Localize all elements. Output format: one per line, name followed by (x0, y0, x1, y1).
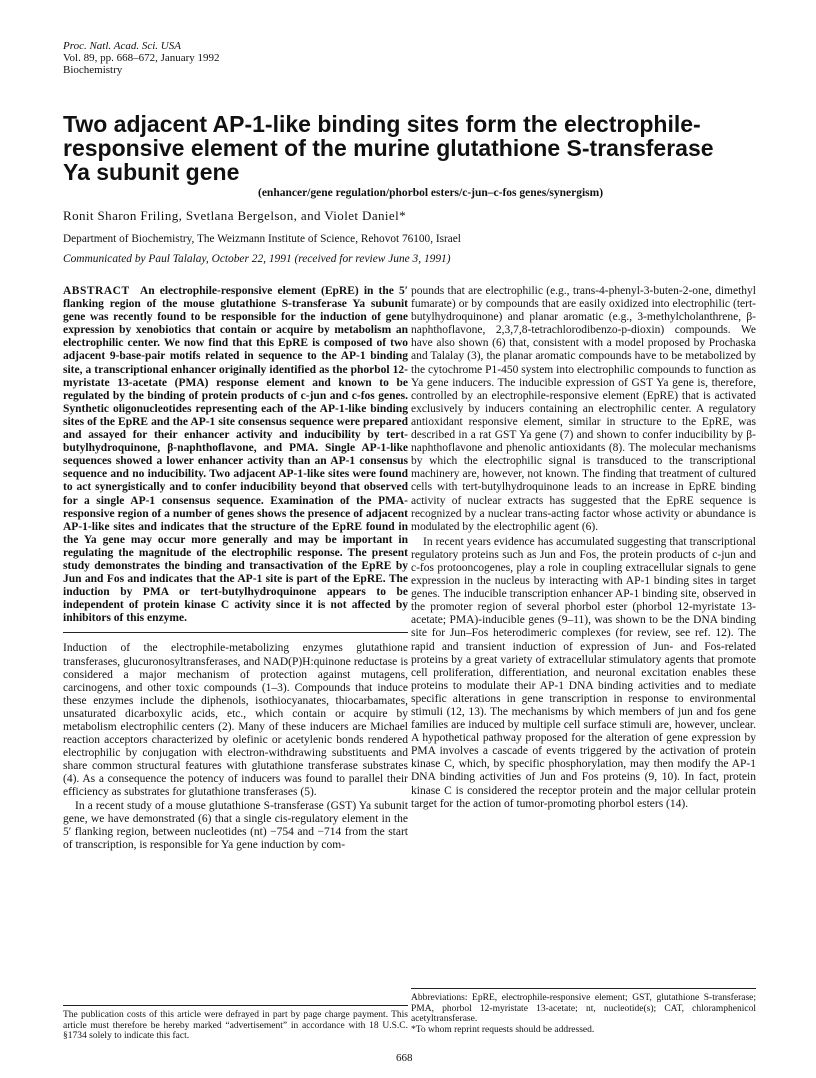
correspondence-note: *To whom reprint requests should be addressed. (411, 1024, 595, 1035)
paper-title: Two adjacent AP-1-like binding sites form the electrophile-responsive element of the murine glutathione S-transferase Ya subunit gene (63, 111, 714, 185)
communicated-by: Communicated by Paul Talalay, October 22, 1991 (received for review June 3, 1991) (63, 253, 451, 265)
journal-name: Proc. Natl. Acad. Sci. USA (63, 40, 181, 52)
page-number: 668 (396, 1052, 413, 1064)
journal-volume: Vol. 89, pp. 668–672, January 1992 (63, 52, 220, 64)
footnote-divider-right (411, 988, 756, 989)
journal-section: Biochemistry (63, 64, 123, 76)
affiliation: Department of Biochemistry, The Weizmann Institute of Science, Rehovot 76100, Israel (63, 233, 461, 245)
footnote-abbreviations (411, 993, 756, 1035)
body-paragraph: In recent years evidence has accumulated suggesting that transcriptional regulatory proteins such as Jun and Fos, the protein products of c-jun and c-fos protooncogenes, play a role in coupling extracellular signals to gene expression in the nucleus by interacting with AP-1 binding sites in target genes. The inducible transcription enhancer AP-1 binding site, observed in the promoter region of several phorbol ester (phorbol 12-myristate 13-acetate; PMA)-inducible genes (9–11), was shown to be the DNA binding site for Jun–Fos heterodimeric complexes (for review, see ref. 12). The rapid and transient induction of expression of Jun- and Fos-related proteins by a great variety of extracellular stimulatory agents that promote cell proliferation, differentiation, and neuronal excitation enables these proteins to modulate their AP-1 DNA binding activities and to mediate specific alterations in gene transcription in response to environmental stimuli (12, 13). The mechanisms by which members of jun and fos gene families are induced by multiple cell surface stimuli are, however, unclear. A hypothetical pathway proposed for the alteration of gene expression by PMA involves a cascade of events triggered by the activation of protein kinase C, which, by specific phosphorylation, may then modify the AP-1 DNA binding activities of Jun and Fos proteins (9, 10). In fact, protein kinase C is considered the receptor protein and the major cellular protein target for the action of tumor-promoting phorbol esters (14). (411, 535, 756, 810)
abstract (63, 285, 408, 625)
footnote-publication-costs: The publication costs of this article were defrayed in part by page charge payment. This article must therefore be hereby marked “advertisement” in accordance with 18 U.S.C. §1734 solely to indicate this fact. (63, 1010, 408, 1041)
abstract-text: An electrophile-responsive element (EpRE) in the 5′ flanking region of the mouse glutathione S-transferase Ya subunit gene was recently found to be responsible for the induction of gene expression by xenobiotics that contain or acquire by metabolism an electrophilic center. We now find that this EpRE is composed of two adjacent 9-base-pair motifs related in sequence to the AP-1 binding site, a transcriptional enhancer originally identified as the phorbol 12-myristate 13-acetate (PMA) response element and known to be regulated by the binding of protein products of c-jun and c-fos genes. Synthetic oligonucleotides representing each of the AP-1-like binding sites of the EpRE and the AP-1 site consensus sequence were prepared and assayed for their enhancer activity and inducibility by tert-butylhydroquinone, β-naphthoflavone, and PMA. Single AP-1-like sequences showed a lower enhancer activity than an AP-1 consensus sequence and no inducibility. Two adjacent AP-1-like sites were found to act synergistically and to confer inducibility beyond that observed for a single AP-1 consensus sequence. Examination of the PMA-responsive region of a number of genes shows the presence of adjacent AP-1-like sites and indicates that the structure of the EpRE found in the Ya gene may occur more generally and may be important in regulating the magnitude of the electrophilic response. The present study demonstrates the binding and transactivation of the EpRE by Jun and Fos and indicates that the AP-1 site is part of the EpRE. The induction by PMA or tert-butylhydroquinone appears to be independent of protein kinase C activity since it is not affected by inhibitors of this enzyme. (63, 285, 409, 625)
keywords: (enhancer/gene regulation/phorbol esters/c-jun–c-fos genes/synergism) (258, 187, 604, 199)
footnote-divider-left (63, 1005, 408, 1006)
abbreviations: Abbreviations: EpRE, electrophile-responsive element; GST, glutathione S-transferase; PMA, phorbol 12-myristate 13-acetate; nt, nucleotide(s); CAT, chloramphenicol acetyltransferase. (411, 993, 756, 1024)
body-paragraph: Induction of the electrophile-metabolizing enzymes glutathione transferases, glucuronosyltransferases, and NAD(P)H:quinone reductase is considered a major mechanism of protection against mutagens, carcinogens, and other toxic compounds (1–3). Compounds that induce these enzymes include the diphenols, isothiocyanates, thiocarbamates, unsaturated dicarboxylic acids, etc., which contain or acquire by metabolism electrophilic centers (2). Many of these inducers are Michael reaction acceptors characterized by olefinic or acetylenic bonds rendered electrophilic by conjugation with electron-withdrawing substituents and share common structural features with glutathione transferase substrates (4). As a consequence the potency of inducers was found to parallel their efficiency as substrates for glutathione transferases (5). (63, 642, 408, 799)
body-paragraph: pounds that are electrophilic (e.g., trans-4-phenyl-3-buten-2-one, dimethyl fumarate) or by compounds that are easily oxidized into electrophilic (tert-butylhydroquinone) and planar aromatic (e.g., 3-methylcholanthrene, β-naphthoflavone, 2,3,7,8-tetrachlorodibenzo-p-dioxin) compounds. We have also shown (6) that, consistent with a model proposed by Prochaska and Talalay (3), the planar aromatic compounds have to be metabolized by the cytochrome P1-450 system into electrophilic compounds to function as Ya gene inducers. The inducible expression of GST Ya gene is, therefore, controlled by an electrophile-responsive element (EpRE) that is activated exclusively by inducers containing an electrophilic center. A regulatory antioxidant responsive element, similar in structure to the EpRE, was described in a rat GST Ya gene (7) and shown to confer inducibility by β-naphthoflavone and phenolic antioxidants (8). The molecular mechanisms by which the electrophilic signal is transduced to the transcriptional machinery are, however, not known. The finding that treatment of cultured cells with tert-butylhydroquinone leads to an increase in EpRE binding activity of nuclear extracts has suggested that the EpRE sequence is recognized by a nuclear trans-acting factor whose activity or abundance is modulated by the electrophilic agent (6). (411, 285, 756, 533)
abstract-heading: ABSTRACT (63, 285, 130, 297)
right-column (411, 285, 756, 811)
journal-header (63, 40, 220, 76)
left-column (63, 285, 408, 852)
body-paragraph: In a recent study of a mouse glutathione S-transferase (GST) Ya subunit gene, we have demonstrated (6) that a single cis-regulatory element in the 5′ flanking region, between nucleotides (nt) −754 and −714 from the start of transcription, is responsible for Ya gene induction by com- (63, 799, 408, 851)
abstract-divider (63, 632, 408, 633)
authors: Ronit Sharon Friling, Svetlana Bergelson, and Violet Daniel* (63, 208, 407, 223)
